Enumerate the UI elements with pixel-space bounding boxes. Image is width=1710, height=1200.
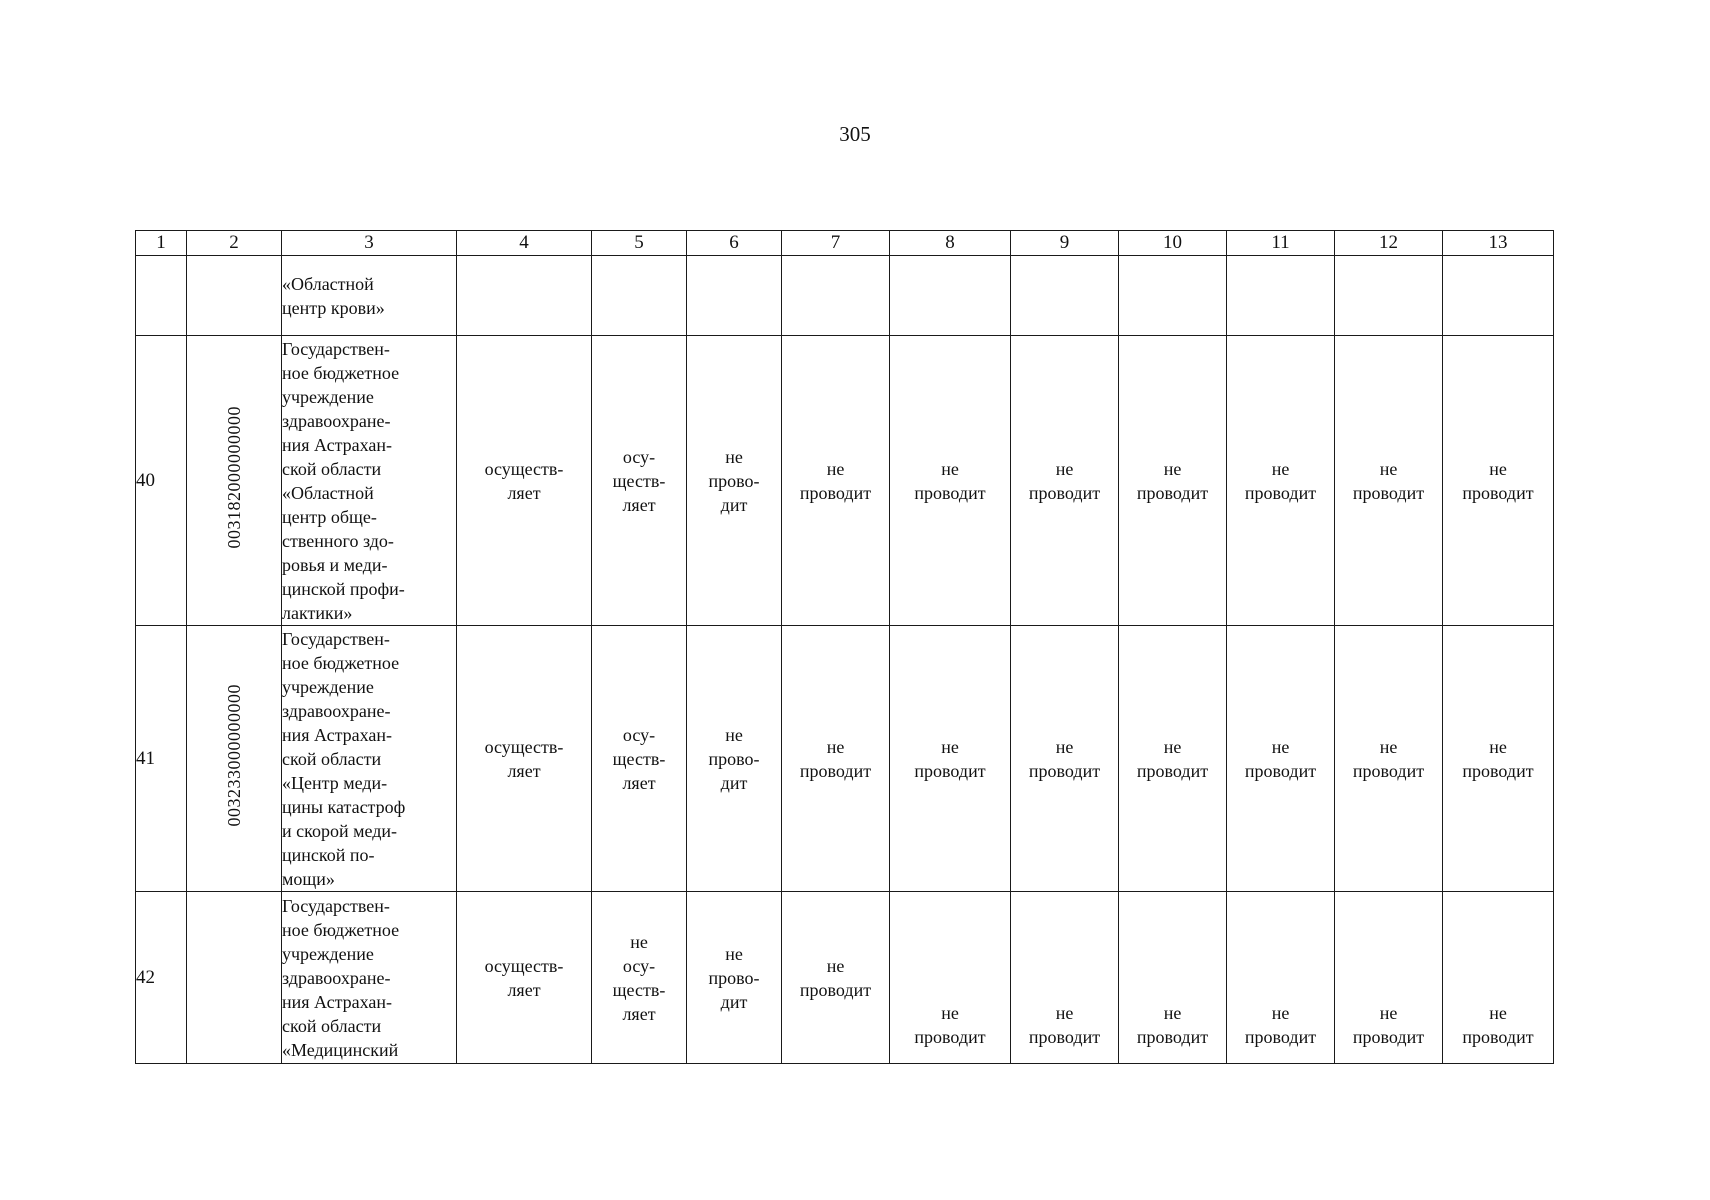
code-cell [187, 336, 282, 626]
table-row [136, 336, 1554, 626]
row-number: 41 [136, 626, 187, 892]
value-cell: не проводит [890, 336, 1011, 626]
column-header: 7 [782, 231, 890, 256]
value-cell: не проводит [1443, 336, 1554, 626]
column-header: 4 [457, 231, 592, 256]
value-cell: не проводит [1335, 892, 1443, 1064]
column-header: 1 [136, 231, 187, 256]
value-cell: не прово- дит [687, 626, 782, 892]
value-cell: не проводит [1011, 336, 1119, 626]
row-number: 42 [136, 892, 187, 1064]
value-cell: не проводит [1227, 336, 1335, 626]
value-cell: не проводит [1119, 892, 1227, 1064]
code-cell [187, 892, 282, 1064]
institution-code: 003182000000000 [224, 406, 244, 549]
continued-row [136, 256, 1554, 336]
registry-table [135, 230, 1554, 1064]
table-row [136, 626, 1554, 892]
value-cell: не проводит [890, 626, 1011, 892]
value-cell: не проводит [1443, 892, 1554, 1064]
column-header: 13 [1443, 231, 1554, 256]
value-cell: не проводит [1335, 336, 1443, 626]
value-cell: не проводит [1227, 626, 1335, 892]
institution-name: Государствен- ное бюджетное учреждение здравоохране- ния Астрахан- ской области «Центр меди- цины катастроф и скорой меди- цинской по- мощи» [282, 626, 457, 892]
value-cell: не проводит [782, 336, 890, 626]
row-number-cell [136, 256, 187, 336]
value-cell: не проводит [890, 892, 1011, 1064]
value-cell: не проводит [1119, 626, 1227, 892]
column-number-row [136, 231, 1554, 256]
value-cell: осуществ- ляет [457, 626, 592, 892]
value-cell: не прово- дит [687, 892, 782, 1064]
value-cell: не проводит [782, 626, 890, 892]
column-header: 3 [282, 231, 457, 256]
row-number: 40 [136, 336, 187, 626]
value-cell: не проводит [1011, 626, 1119, 892]
value-cell: не проводит [782, 892, 890, 1064]
value-cell: осу- ществ- ляет [592, 626, 687, 892]
table-row [136, 892, 1554, 1064]
institution-name: Государствен- ное бюджетное учреждение здравоохране- ния Астрахан- ской области «Областной центр обще- ственного здо- ровья и меди- цинской профи- лактики» [282, 336, 457, 626]
value-cell: не осу- ществ- ляет [592, 892, 687, 1064]
value-cell: не прово- дит [687, 336, 782, 626]
institution-code: 003233000000000 [224, 684, 244, 827]
column-header: 2 [187, 231, 282, 256]
value-cell: осуществ- ляет [457, 336, 592, 626]
value-cell: не проводит [1443, 626, 1554, 892]
column-header: 10 [1119, 231, 1227, 256]
column-header: 6 [687, 231, 782, 256]
code-cell [187, 626, 282, 892]
column-header: 12 [1335, 231, 1443, 256]
value-cell: не проводит [1227, 892, 1335, 1064]
code-cell [187, 256, 282, 336]
value-cell: осуществ- ляет [457, 892, 592, 1064]
value-cell: не проводит [1119, 336, 1227, 626]
value-cell: не проводит [1335, 626, 1443, 892]
column-header: 5 [592, 231, 687, 256]
value-cell: не проводит [1011, 892, 1119, 1064]
page-number: 305 [839, 122, 871, 146]
institution-name: «Областной центр крови» [282, 256, 457, 336]
institution-name: Государствен- ное бюджетное учреждение здравоохране- ния Астрахан- ской области «Медицинский [282, 892, 457, 1064]
column-header: 8 [890, 231, 1011, 256]
value-cell: осу- ществ- ляет [592, 336, 687, 626]
column-header: 9 [1011, 231, 1119, 256]
column-header: 11 [1227, 231, 1335, 256]
